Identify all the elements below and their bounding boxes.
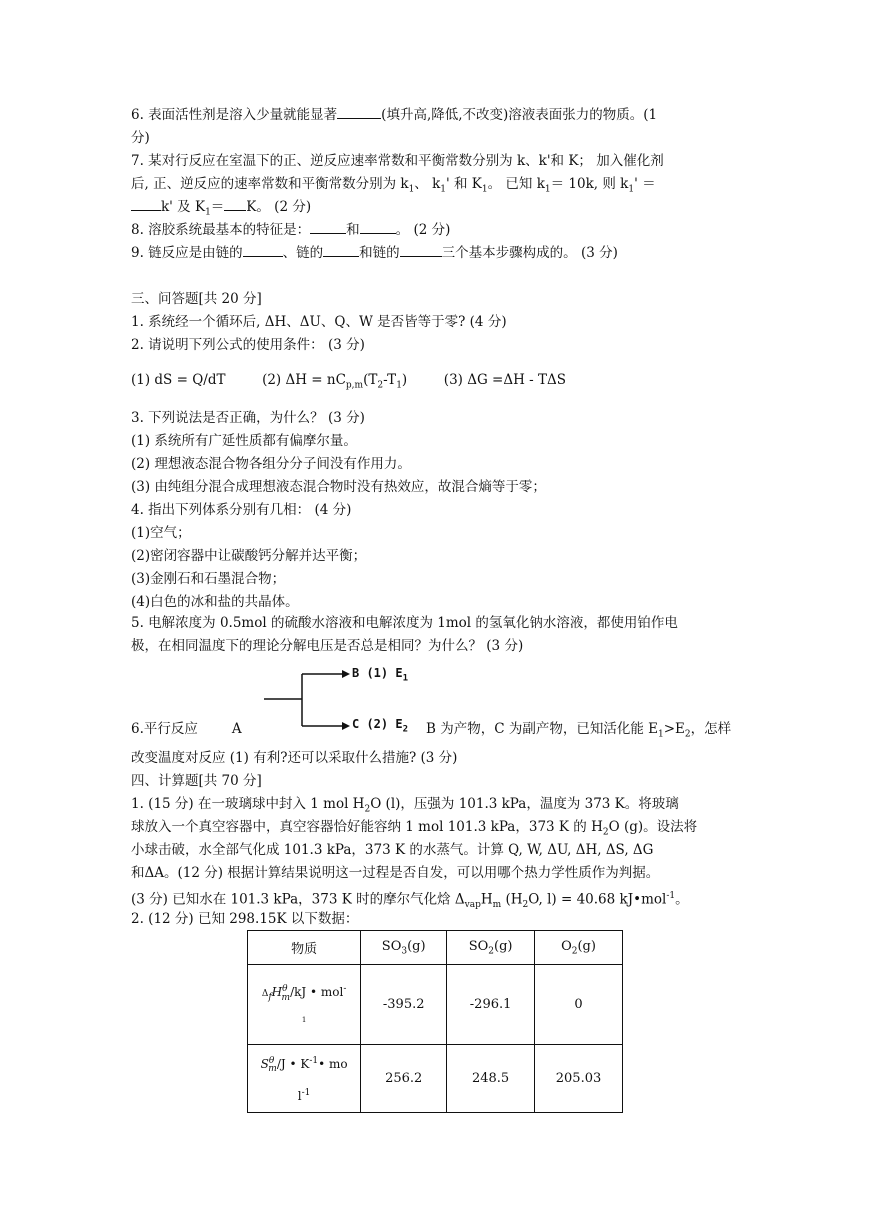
formula-2-sub: p,m xyxy=(345,380,364,391)
cell-so3-enthalpy: -395.2 xyxy=(361,965,447,1045)
diagram-label-c-text: C (2) E xyxy=(352,717,403,731)
table-row xyxy=(248,965,623,1045)
q8-text-c: 。 (2 分) xyxy=(395,222,451,238)
q8-blank-1 xyxy=(310,219,346,234)
cell-o2-entropy: 205.03 xyxy=(535,1045,623,1113)
row1-label-d: /kJ • mol xyxy=(290,985,344,1000)
diagram-label-b-sub: 1 xyxy=(402,673,408,684)
row2-label-a: S xyxy=(260,1056,269,1071)
table-header-row xyxy=(248,931,623,965)
q9-text-a: 9. 链反应是由链的 xyxy=(131,245,243,261)
section3-title: 三、问答题[共 20 分] xyxy=(131,291,262,307)
q8-line xyxy=(131,219,741,241)
q9-blank-2 xyxy=(323,242,359,257)
header-so3-suffix: (g) xyxy=(407,938,426,954)
q6-text-b: (填升高,降低,不改变)溶液表面张力的物质。(1 xyxy=(381,107,658,123)
q7-text-b4: 。 已知 k xyxy=(487,176,545,192)
header-o2-suffix: (g) xyxy=(577,938,596,954)
q6-blank xyxy=(337,104,381,119)
row2-label-c: • mo xyxy=(318,1056,348,1071)
q7-sub: 1 xyxy=(628,184,635,195)
s3-q3-2: (2) 理想液态混合物各组分分子间没有作用力。 xyxy=(131,456,411,472)
q9-text-d: 三个基本步骤构成的。 (3 分) xyxy=(441,245,618,261)
formula-1: (1) dS = Q/dT xyxy=(131,372,226,388)
row2-label-sup: -1 xyxy=(309,1055,319,1066)
q7-blank-1 xyxy=(131,196,161,211)
formula-3: (3) ΔG =ΔH - TΔS xyxy=(443,372,567,388)
q6-sub1: 1 xyxy=(657,729,664,740)
header-so3 xyxy=(361,931,447,965)
s3-q3-1: (1) 系统所有广延性质都有偏摩尔量。 xyxy=(131,433,357,449)
s3-q4-1: (1)空气； xyxy=(131,525,191,541)
formula-2-a: (2) ΔH = nC xyxy=(262,372,346,388)
header-so2 xyxy=(447,931,535,965)
row-label-entropy xyxy=(248,1045,361,1113)
q7-text-c1: k' 及 K xyxy=(161,199,206,215)
row1-label-a: Δ xyxy=(261,989,269,1000)
q9-blank-1 xyxy=(243,242,283,257)
c1-l5-sub2: m xyxy=(492,900,502,911)
diagram-label-c-sub: 2 xyxy=(402,724,408,735)
q7-text-b1: 后, 正、逆反应的速率常数和平衡常数分别为 k xyxy=(131,176,409,192)
s3-q5-b: 极，在相同温度下的理论分解电压是否总是相同？为什么？ (3 分) xyxy=(131,638,524,654)
q6-text-b: >E xyxy=(663,721,685,737)
s3-q4-4: (4)白色的冰和盐的共晶体。 xyxy=(131,594,299,610)
row1-m: m xyxy=(281,992,291,1003)
row-label-enthalpy xyxy=(248,965,361,1045)
q7-text-c3: K。 (2 分) xyxy=(246,199,312,215)
section4-title: 四、计算题[共 70 分] xyxy=(131,773,262,789)
s3-q1: 1. 系统经一个循环后, ΔH、ΔU、Q、W 是否皆等于零? (4 分) xyxy=(131,314,507,330)
c1-l5-d: O, l) = 40.68 kJ•mol xyxy=(528,891,667,908)
formula-2-b: (T xyxy=(363,372,378,388)
c1-l5-a: (3 分) 已知水在 101.3 kPa，373 K 时的摩尔气化焓 Δ xyxy=(131,891,465,908)
formula-2-c: -T xyxy=(383,372,397,388)
row1-label-e: 1 xyxy=(301,1015,307,1024)
q7-text-b2: 、 k xyxy=(414,176,441,192)
c1-l5-sup: -1 xyxy=(666,891,676,901)
c1-l5-b: H xyxy=(480,891,493,908)
row1-label-sup: - xyxy=(343,984,347,995)
q7-sub: 1 xyxy=(205,207,211,218)
diagram-label-b xyxy=(352,666,408,683)
row2-label-d: l xyxy=(297,1089,302,1104)
q7-sub: 1 xyxy=(440,184,447,195)
s3-q2: 2. 请说明下列公式的使用条件： (3 分) xyxy=(131,337,365,353)
formula-2-sub1: 1 xyxy=(396,380,402,391)
row2-label-sup2: -1 xyxy=(301,1088,311,1099)
formula-2 xyxy=(262,372,408,391)
c1-sub: 2 xyxy=(602,827,609,838)
cell-o2-enthalpy: 0 xyxy=(535,965,623,1045)
s3-q5-a: 5. 电解浓度为 0.5mol 的硫酸水溶液和电解浓度为 1mol 的氢氧化钠水溶液，都使用铂作电 xyxy=(131,615,678,631)
cell-so2-enthalpy: -296.1 xyxy=(447,965,535,1045)
q7-text-a: 7. 某对行反应在室温下的正、逆反应速率常数和平衡常数分别为 k、k'和 K； 加入催化剂 xyxy=(131,153,664,169)
cell-so3-entropy: 256.2 xyxy=(361,1045,447,1113)
s3-q4-2: (2)密闭容器中让碳酸钙分解并达平衡； xyxy=(131,548,367,564)
q7-blank-2 xyxy=(224,196,246,211)
s3-q6-text xyxy=(426,718,746,746)
header-substance: 物质 xyxy=(248,931,361,965)
s3-q3-3: (3) 由纯组分混合成理想液态混合物时没有热效应，故混合熵等于零； xyxy=(131,479,546,495)
q6-reactant-a: A xyxy=(231,721,242,737)
header-o2-text: O xyxy=(561,938,572,954)
c1-sub: 2 xyxy=(364,804,371,815)
row1-label-c: H xyxy=(271,985,283,1000)
q8-text-a: 8. 溶胶系统最基本的特征是： xyxy=(131,222,311,238)
row2-m: m xyxy=(268,1064,277,1075)
header-so2-sub: 2 xyxy=(488,946,495,957)
c1-sub: 2 xyxy=(522,900,529,911)
s3-q4-3: (3)金刚石和石墨混合物； xyxy=(131,571,286,587)
q6-line2 xyxy=(131,127,741,149)
thermo-data-table xyxy=(247,930,623,1113)
s3-q6-line2: 改变温度对反应 (1) 有利?还可以采取什么措施? (3 分) xyxy=(131,750,458,766)
header-so3-sub: 3 xyxy=(401,946,408,957)
header-o2 xyxy=(535,931,623,965)
q9-text-c: 和链的 xyxy=(359,245,400,261)
header-so2-text: SO xyxy=(468,938,489,954)
table-row xyxy=(248,1045,623,1113)
row1-label-b: f xyxy=(268,992,272,1003)
c1-l1-a: 1. (15 分) 在一玻璃球中封入 1 mol H xyxy=(131,796,365,812)
q7-text-b3: ' 和 K xyxy=(446,176,482,192)
cell-so2-entropy: 248.5 xyxy=(447,1045,535,1113)
q6-sub2: 2 xyxy=(684,729,691,740)
diagram-label-c xyxy=(352,717,408,734)
q6-text-c: ，怎样 xyxy=(690,721,732,737)
q9-line xyxy=(131,242,741,264)
q6-line1 xyxy=(131,104,741,126)
q6-text-a: B 为产物，C 为副产物，已知活化能 E xyxy=(426,721,658,737)
s3-q6-label xyxy=(131,718,242,740)
s4-c1-l4: 和ΔA。(12 分) 根据计算结果说明这一过程是否自发，可以用哪个热力学性质作为判据。 xyxy=(131,865,660,881)
q7-text-b6: ' ＝ xyxy=(634,176,656,192)
c1-l5-c: (H xyxy=(505,891,523,908)
q6-text: 6. 表面活性剂是溶入少量就能显著 xyxy=(131,107,338,123)
c1-l5-sub: vap xyxy=(464,900,481,911)
c1-l5-e: 。 xyxy=(675,891,689,908)
q7-sub: 1 xyxy=(481,184,488,195)
s3-q4: 4. 指出下列体系分别有几相： (4 分) xyxy=(131,502,352,518)
q7-sub: 1 xyxy=(408,184,415,195)
q7-line1 xyxy=(131,150,741,172)
q9-text-b: 、链的 xyxy=(282,245,324,261)
q7-text-c2: ＝ xyxy=(210,199,225,215)
row2-theta: θ xyxy=(268,1055,275,1066)
header-o2-sub: 2 xyxy=(571,946,578,957)
c1-l1-b: O (l)，压强为 101.3 kPa，温度为 373 K。将玻璃 xyxy=(370,796,679,812)
s4-c1-l3: 小球击破，水全部气化成 101.3 kPa，373 K 的水蒸气。计算 Q, W, ΔU, ΔH, ΔS, ΔG xyxy=(131,842,654,858)
q8-text-b: 和 xyxy=(346,222,360,238)
header-so2-suffix: (g) xyxy=(494,938,513,954)
q7-text-b5: ＝ 10k, 则 k xyxy=(550,176,629,192)
s4-c2: 2. (12 分) 已知 298.15K 以下数据： xyxy=(131,911,359,927)
c1-l2-b: O (g)。设法将 xyxy=(608,819,698,835)
diagram-label-b-text: B (1) E xyxy=(352,666,403,680)
formula-2-sub2: 2 xyxy=(377,380,384,391)
parallel-reaction-diagram xyxy=(262,660,422,740)
s3-formulas xyxy=(131,369,741,397)
q6-label: 6.平行反应 xyxy=(131,721,198,737)
q6-text-c: 分) xyxy=(131,130,150,146)
row2-label-b: /J • K xyxy=(276,1056,310,1071)
s3-q3: 3. 下列说法是否正确，为什么？ (3 分) xyxy=(131,410,365,426)
formula-2-d: ) xyxy=(401,372,408,388)
q7-sub: 1 xyxy=(544,184,551,195)
row1-theta: θ xyxy=(282,984,288,995)
c1-l2-a: 球放入一个真空容器中，真空容器恰好能容纳 1 mol 101.3 kPa，373 K 的 H xyxy=(131,819,603,835)
header-so3-text: SO xyxy=(381,938,402,954)
q8-blank-2 xyxy=(360,219,396,234)
q9-blank-3 xyxy=(400,242,442,257)
